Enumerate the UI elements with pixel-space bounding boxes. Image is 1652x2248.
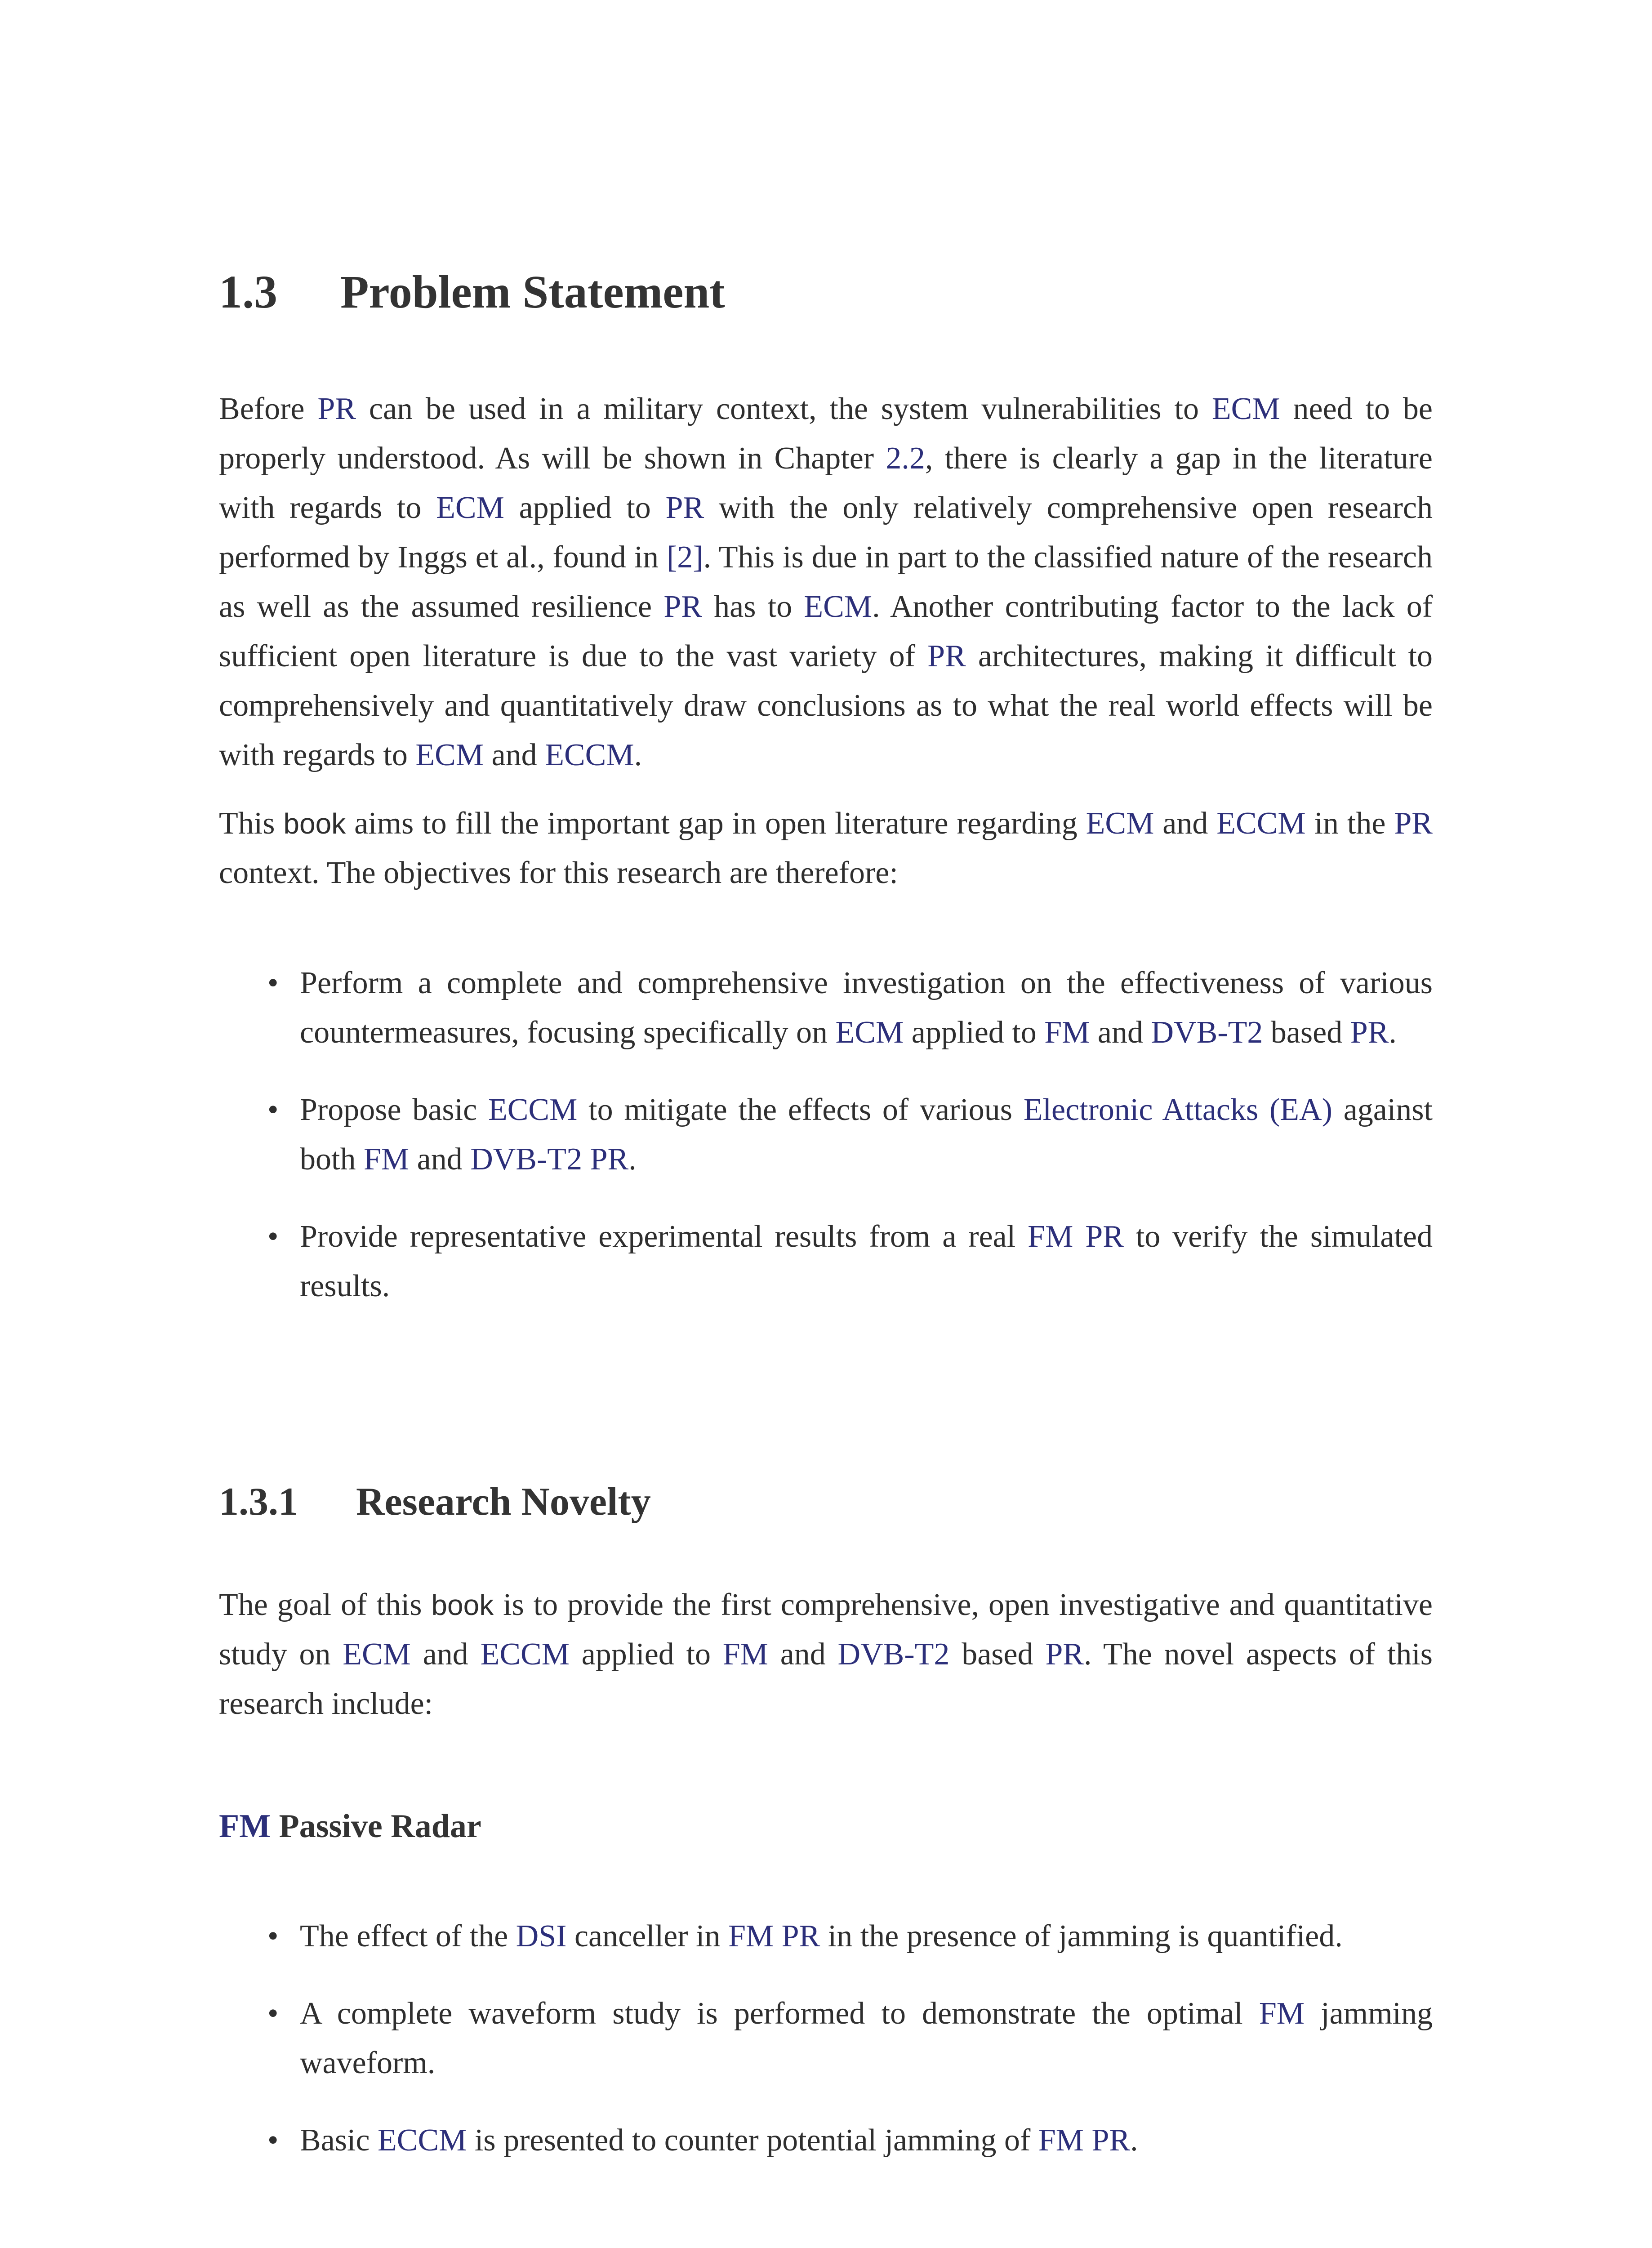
cross-reference-link[interactable]: ECM (1086, 806, 1154, 841)
cross-reference-link[interactable]: ECM (343, 1637, 411, 1672)
subsection-title: Research Novelty (356, 1480, 651, 1524)
text-run: architectures, making it difficult to comprehensively and quantitatively draw conclusions as to what the real world effects will be with regards to (219, 639, 1433, 772)
bullet-icon: • (267, 1219, 279, 1254)
cross-reference-link[interactable]: ECM (436, 491, 504, 525)
cross-reference-link[interactable]: PR (317, 392, 356, 426)
cross-reference-link[interactable]: PR (1350, 1015, 1389, 1050)
text-run: The goal of this (219, 1588, 432, 1622)
text-run: based (1263, 1015, 1350, 1050)
cross-reference-link[interactable]: ECM (804, 589, 873, 624)
text-run: applied to (904, 1015, 1045, 1050)
cross-reference-link[interactable]: FM (1044, 1015, 1090, 1050)
inline-term: book (283, 807, 346, 840)
section-number: 1.3 (219, 266, 277, 318)
text-run: canceller in (566, 1919, 728, 1954)
cross-reference-link[interactable]: ECM (415, 738, 484, 772)
cross-reference-link[interactable]: PR (1045, 1637, 1084, 1672)
list-item (219, 1085, 1433, 1184)
text-run: in the presence of jamming is quantified. (820, 1919, 1343, 1954)
cross-reference-link[interactable]: DVB-T2 (837, 1637, 950, 1672)
cross-reference-link[interactable]: 2.2 (886, 441, 925, 476)
text-run: is to provide the first comprehensive, open investigative and quantitative study on (219, 1588, 1433, 1672)
cross-reference-link[interactable]: PR (927, 639, 966, 674)
text-run: against both (300, 1093, 1433, 1177)
section-heading (219, 265, 725, 319)
section-title: Problem Statement (340, 266, 725, 318)
cross-reference-link[interactable]: ECCM (1216, 806, 1306, 841)
text-run: with the only relatively comprehensive open research performed by Inggs et al., found in (219, 491, 1433, 575)
cross-reference-link[interactable]: FM (1259, 1996, 1305, 2031)
text-run: context. The objectives for this research are therefore: (219, 856, 898, 890)
text-run: aims to fill the important gap in open literature regarding (346, 806, 1086, 841)
cross-reference-link[interactable]: PR (665, 491, 704, 525)
text-run: to verify the simulated results. (300, 1219, 1433, 1303)
cross-reference-link[interactable]: DSI (516, 1919, 567, 1954)
bullet-icon: • (267, 1919, 279, 1954)
list-item (219, 959, 1433, 1057)
bullet-icon: • (267, 2123, 279, 2158)
cross-reference-link[interactable]: ECCM (488, 1093, 578, 1127)
text-run: . This is due in part to the classified nature of the research as well as the assumed resilience (219, 540, 1433, 624)
subsection-number: 1.3.1 (219, 1480, 298, 1524)
text-run: in the (1305, 806, 1394, 841)
text-run: Propose basic (300, 1093, 488, 1127)
research-novelty-body (219, 1580, 1433, 1729)
text-run: . (1389, 1015, 1397, 1050)
paragraph-1 (219, 384, 1433, 780)
fm-points-list (219, 1912, 1433, 2165)
paragraph-3 (219, 1580, 1433, 1729)
text-run: The effect of the (300, 1919, 516, 1954)
cross-reference-link[interactable]: ECCM (378, 2123, 467, 2158)
text-run: need to be properly understood. As will be shown in Chapter (219, 392, 1433, 476)
text-run: , there is clearly a gap in the literature with regards to (219, 441, 1433, 525)
cross-reference-link[interactable]: FM (363, 1142, 410, 1177)
text-run: and (410, 1637, 481, 1672)
list-item (219, 2116, 1433, 2165)
text-run: Basic (300, 2123, 378, 2158)
cross-reference-link[interactable]: FM (219, 1808, 271, 1845)
text-run: is presented to counter potential jamming of (467, 2123, 1038, 2158)
text-run: . (628, 1142, 637, 1177)
list-item (219, 1212, 1433, 1311)
cross-reference-link[interactable]: PR (1394, 806, 1433, 841)
text-run: can be used in a military context, the system vulnerabilities to (356, 392, 1212, 426)
cross-reference-link[interactable]: FM (722, 1637, 768, 1672)
text-run: . Another contributing factor to the lack of sufficient open literature is due to the vast variety of (219, 589, 1433, 674)
fm-passive-radar-heading (219, 1807, 481, 1846)
bullet-icon: • (267, 1996, 279, 2031)
cross-reference-link[interactable]: DVB-T2 PR (470, 1142, 629, 1177)
text-run: . The novel aspects of this research include: (219, 1637, 1433, 1721)
cross-reference-link[interactable]: ECM (835, 1015, 904, 1050)
cross-reference-link[interactable]: FM PR (1028, 1219, 1124, 1254)
text-run: and (409, 1142, 471, 1177)
text-run: This (219, 806, 284, 841)
inline-term: book (431, 1589, 494, 1621)
subsection-heading (219, 1479, 651, 1525)
text-run: and (1090, 1015, 1151, 1050)
text-run: and (768, 1637, 838, 1672)
text-run: and (484, 738, 545, 772)
text-run: and (1154, 806, 1217, 841)
text-run: . (634, 738, 642, 772)
cross-reference-link[interactable]: FM PR (1038, 2123, 1131, 2158)
cross-reference-link[interactable]: Electronic Attacks (EA) (1023, 1093, 1332, 1127)
text-run: applied to (569, 1637, 723, 1672)
problem-statement-body (219, 384, 1433, 1339)
cross-reference-link[interactable]: ECCM (545, 738, 634, 772)
cross-reference-link[interactable]: [2] (666, 540, 704, 575)
text-run: Passive Radar (271, 1808, 481, 1845)
cross-reference-link[interactable]: PR (663, 589, 702, 624)
text-run: based (949, 1637, 1046, 1672)
bullet-icon: • (267, 966, 279, 1000)
text-run: . (1130, 2123, 1138, 2158)
text-run: A complete waveform study is performed to demonstrate the optimal (300, 1996, 1259, 2031)
paragraph-2 (219, 799, 1433, 898)
list-item (219, 1989, 1433, 2088)
text-run: Perform a complete and comprehensive investigation on the effectiveness of various countermeasures, focusing specifically on (300, 966, 1433, 1050)
text-run: applied to (504, 491, 666, 525)
text-run: Provide representative experimental results from a real (300, 1219, 1028, 1254)
text-run: jamming waveform. (300, 1996, 1433, 2080)
objectives-list (219, 959, 1433, 1311)
bullet-icon: • (267, 1093, 279, 1127)
cross-reference-link[interactable]: FM PR (728, 1919, 820, 1954)
list-item (219, 1912, 1433, 1961)
text-run: to mitigate the effects of various (577, 1093, 1024, 1127)
text-run: Before (219, 392, 318, 426)
cross-reference-link[interactable]: DVB-T2 (1151, 1015, 1263, 1050)
cross-reference-link[interactable]: ECM (1211, 392, 1280, 426)
text-run: has to (702, 589, 804, 624)
cross-reference-link[interactable]: ECCM (480, 1637, 570, 1672)
fm-passive-radar-body (219, 1912, 1433, 2193)
